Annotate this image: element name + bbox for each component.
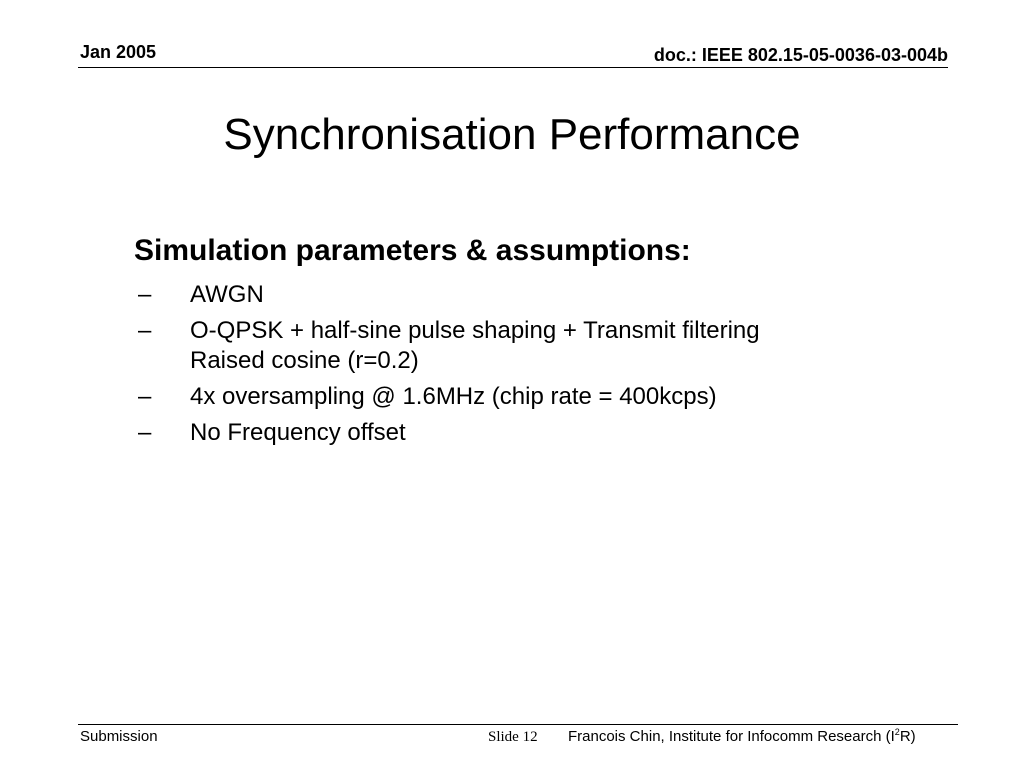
header-doc-id: doc.: IEEE 802.15-05-0036-03-004b [653,45,948,65]
footer-slide-number: Slide 12 [488,729,538,745]
bullet-list [138,280,918,454]
bullet-item-modulation [138,316,918,376]
header-divider [78,67,948,68]
footer-author [568,728,916,745]
header-date: Jan 2005 [80,42,157,62]
bullet-text: O-QPSK + half-sine pulse shaping + Transmit filtering [190,317,760,344]
bullet-dash: – [138,383,152,410]
footer-divider [78,724,958,725]
slide-title: Synchronisation Performance [223,110,801,159]
bullet-item-awgn [138,280,918,310]
bullet-dash: – [138,419,152,446]
bullet-text: No Frequency offset [190,419,406,446]
footer-author-superscript: 2 [894,727,900,737]
footer-author-suffix: R) [899,728,916,745]
bullet-text: 4x oversampling @ 1.6MHz (chip rate = 400kcps) [190,383,717,410]
bullet-item-oversampling [138,382,918,412]
bullet-item-frequency-offset [138,418,918,448]
footer-submission: Submission [80,728,158,745]
bullet-dash: – [138,317,152,344]
bullet-dash: – [138,281,152,308]
slide-subheading: Simulation parameters & assumptions: [134,234,691,267]
bullet-text: AWGN [190,281,264,308]
footer-author-text: Francois Chin, Institute for Infocomm Research (I [568,728,895,745]
bullet-text-continuation: Raised cosine (r=0.2) [190,347,419,374]
